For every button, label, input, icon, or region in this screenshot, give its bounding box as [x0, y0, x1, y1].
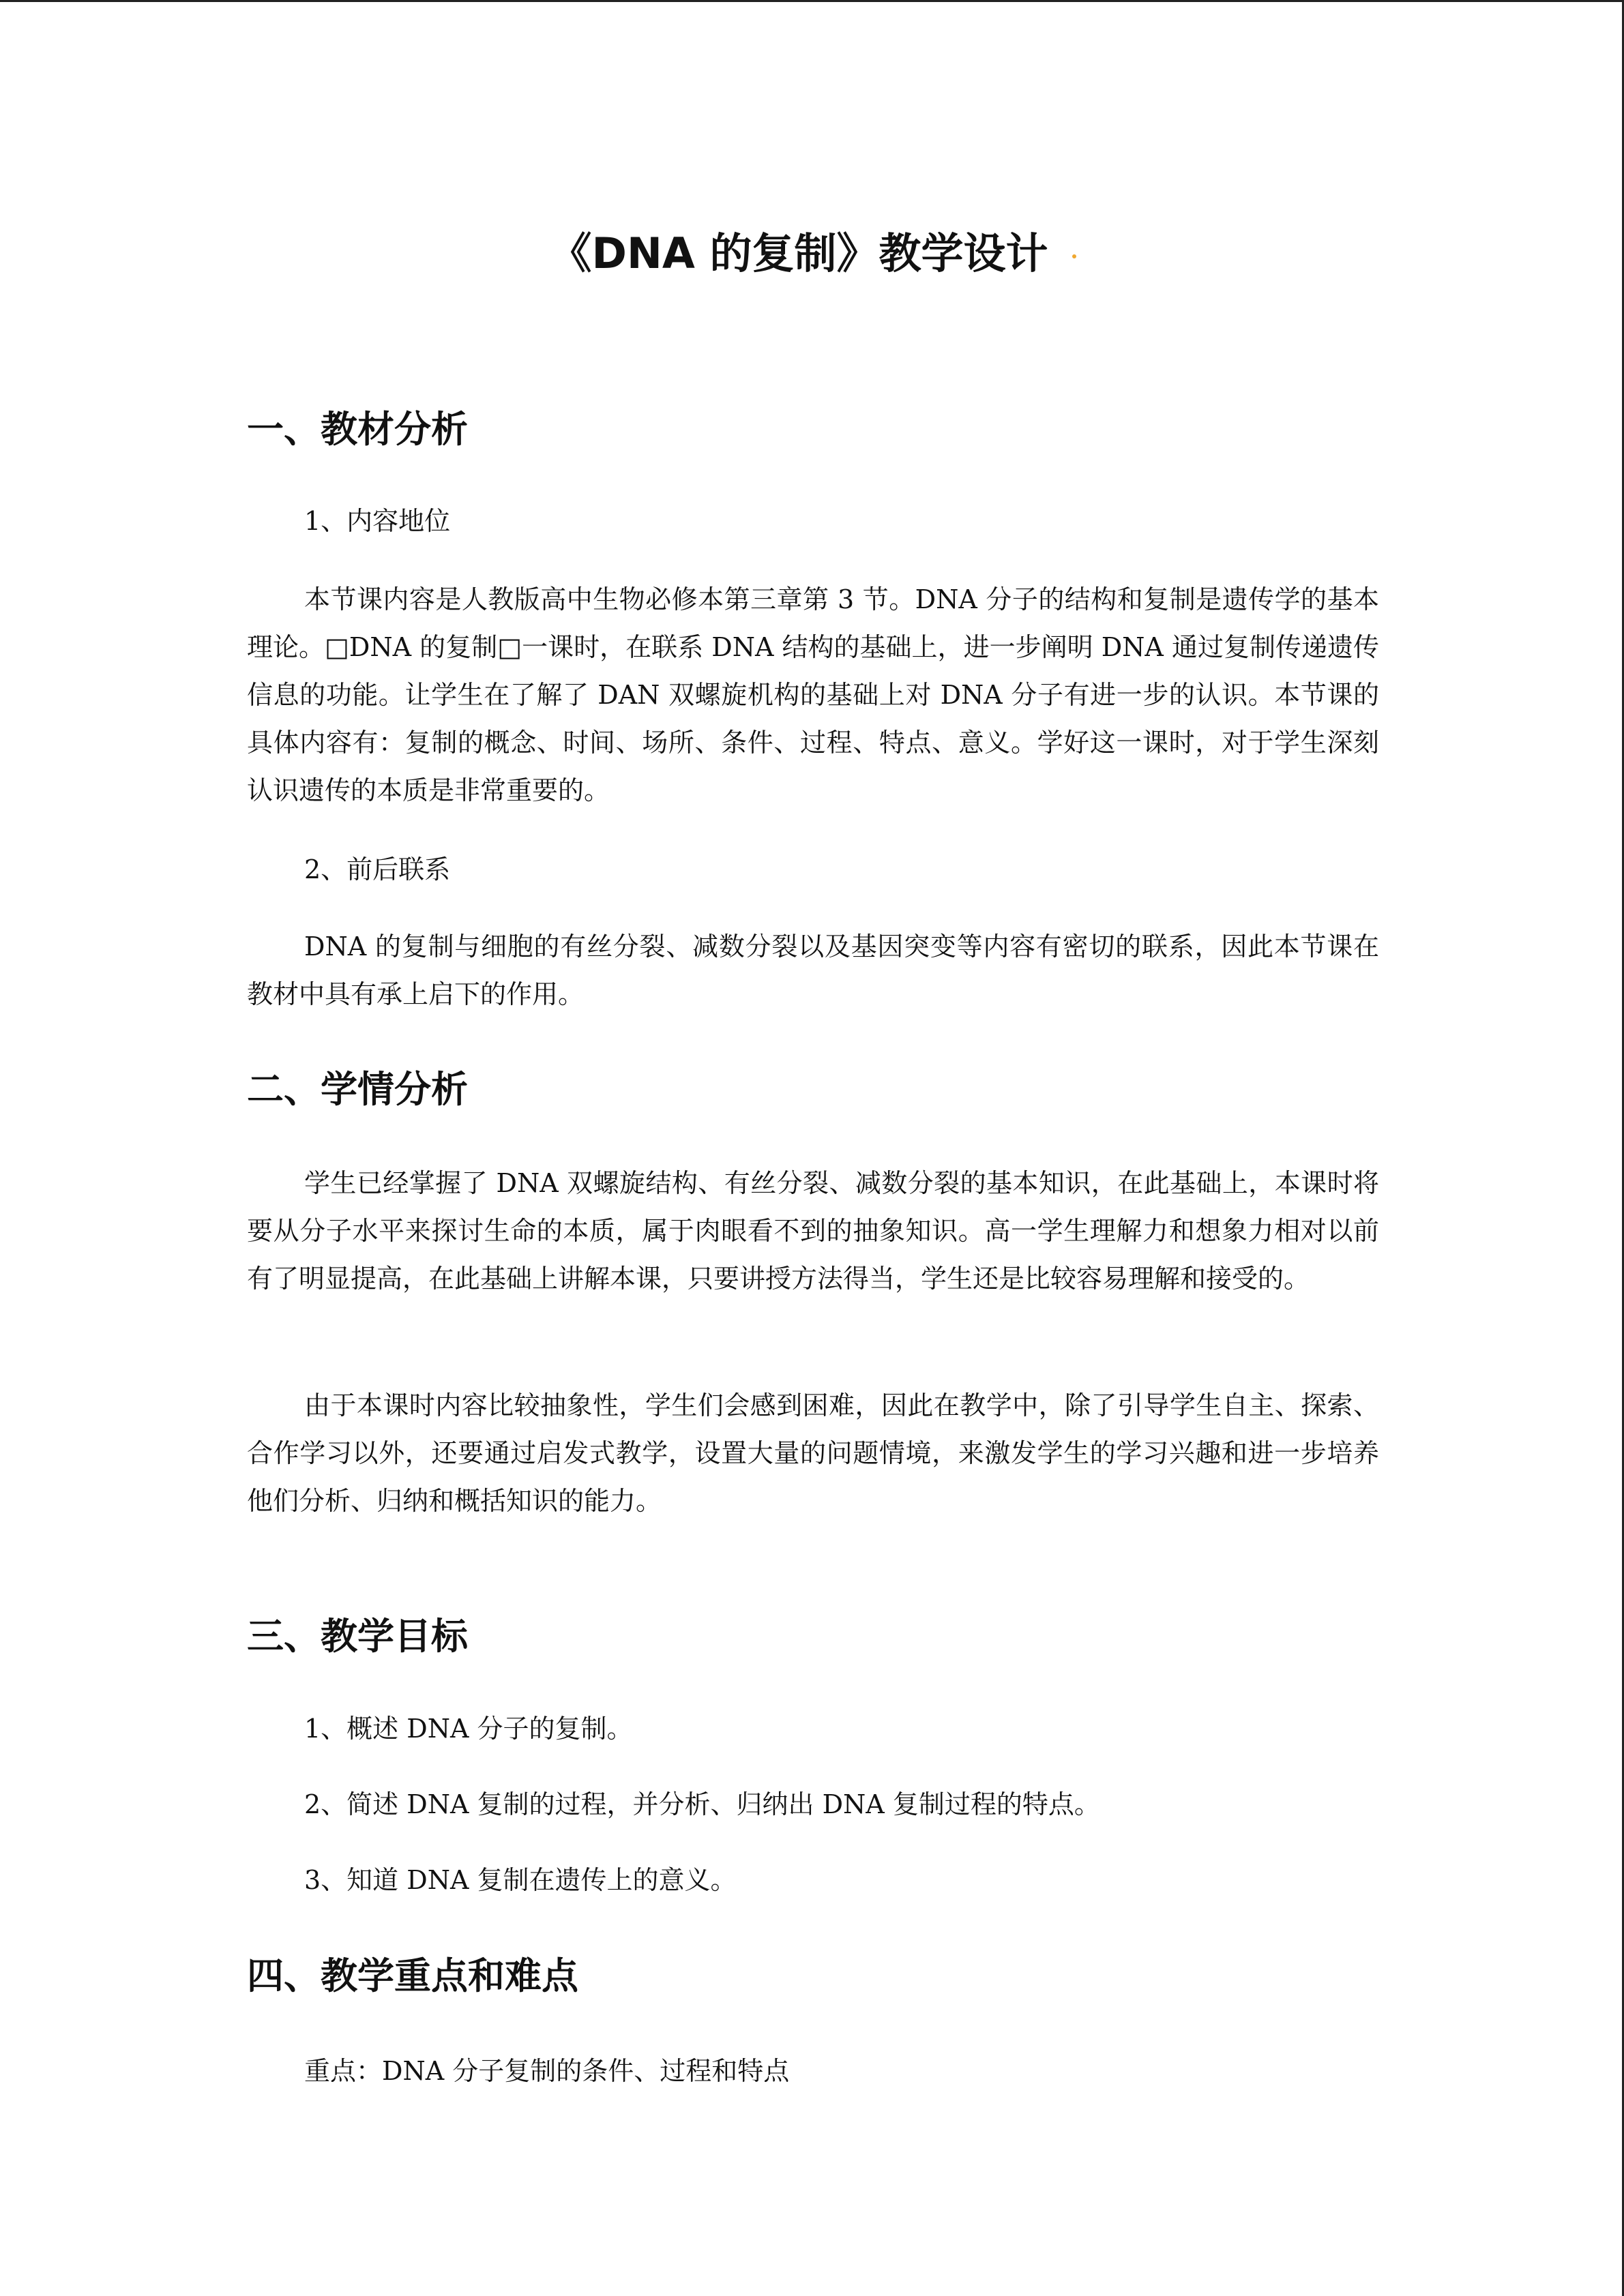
goal-item-3: 3、知道 DNA 复制在遗传上的意义。 — [304, 1865, 737, 1895]
subheading-content-position: 1、内容地位 — [304, 506, 451, 536]
subheading-context-links: 2、前后联系 — [304, 854, 451, 884]
paragraph-student-knowledge: 学生已经掌握了 DNA 双螺旋结构、有丝分裂、减数分裂的基本知识，在此基础上，本课时将要从分子水平来探讨生命的本质，属于肉眼看不到的抽象知识。高一学生理解力和想象力相对以前有了明显提高，在此基础上讲解本课，只要讲授方法得当，学生还是比较容易理解和接受的。 — [247, 1168, 1379, 1294]
section-heading-key-points: 四、教学重点和难点 — [247, 1954, 578, 1997]
goal-item-2: 2、简述 DNA 复制的过程，并分析、归纳出 DNA 复制过程的特点。 — [304, 1789, 1100, 1819]
section-heading-teaching-goals: 三、教学目标 — [247, 1615, 468, 1658]
section-heading-student-analysis: 二、学情分析 — [247, 1068, 468, 1111]
title-marker-dot — [1072, 254, 1076, 258]
paragraph-context-links: DNA 的复制与细胞的有丝分裂、减数分裂以及基因突变等内容有密切的联系，因此本节课在教材中具有承上启下的作用。 — [247, 931, 1379, 1009]
goal-item-1: 1、概述 DNA 分子的复制。 — [304, 1714, 633, 1744]
document-title — [247, 225, 1379, 282]
paragraph-content-position: 本节课内容是人教版高中生物必修本第三章第 3 节。DNA 分子的结构和复制是遗传学的基本理论。□DNA 的复制□一课时，在联系 DNA 结构的基础上，进一步阐明 DNA 通过复制传递遗传信息的功能。让学生在了解了 DAN 双螺旋机构的基础上对 DNA 分子有进一步的认识。本节课的具体内容有：复制的概念、时间、场所、条件、过程、特点、意义。学好这一课时，对于学生深刻认识遗传的本质是非常重要的。 — [247, 584, 1379, 805]
paragraph-teaching-approach: 由于本课时内容比较抽象性，学生们会感到困难，因此在教学中，除了引导学生自主、探索、合作学习以外，还要通过启发式教学，设置大量的问题情境，来激发学生的学习兴趣和进一步培养他们分析、归纳和概括知识的能力。 — [247, 1390, 1379, 1516]
page-top-border — [0, 0, 1624, 2]
section-heading-textbook-analysis: 一、教材分析 — [247, 408, 468, 451]
key-point-text: 重点：DNA 分子复制的条件、过程和特点 — [304, 2056, 790, 2086]
document-title-text: 《DNA 的复制》教学设计 — [549, 228, 1048, 278]
